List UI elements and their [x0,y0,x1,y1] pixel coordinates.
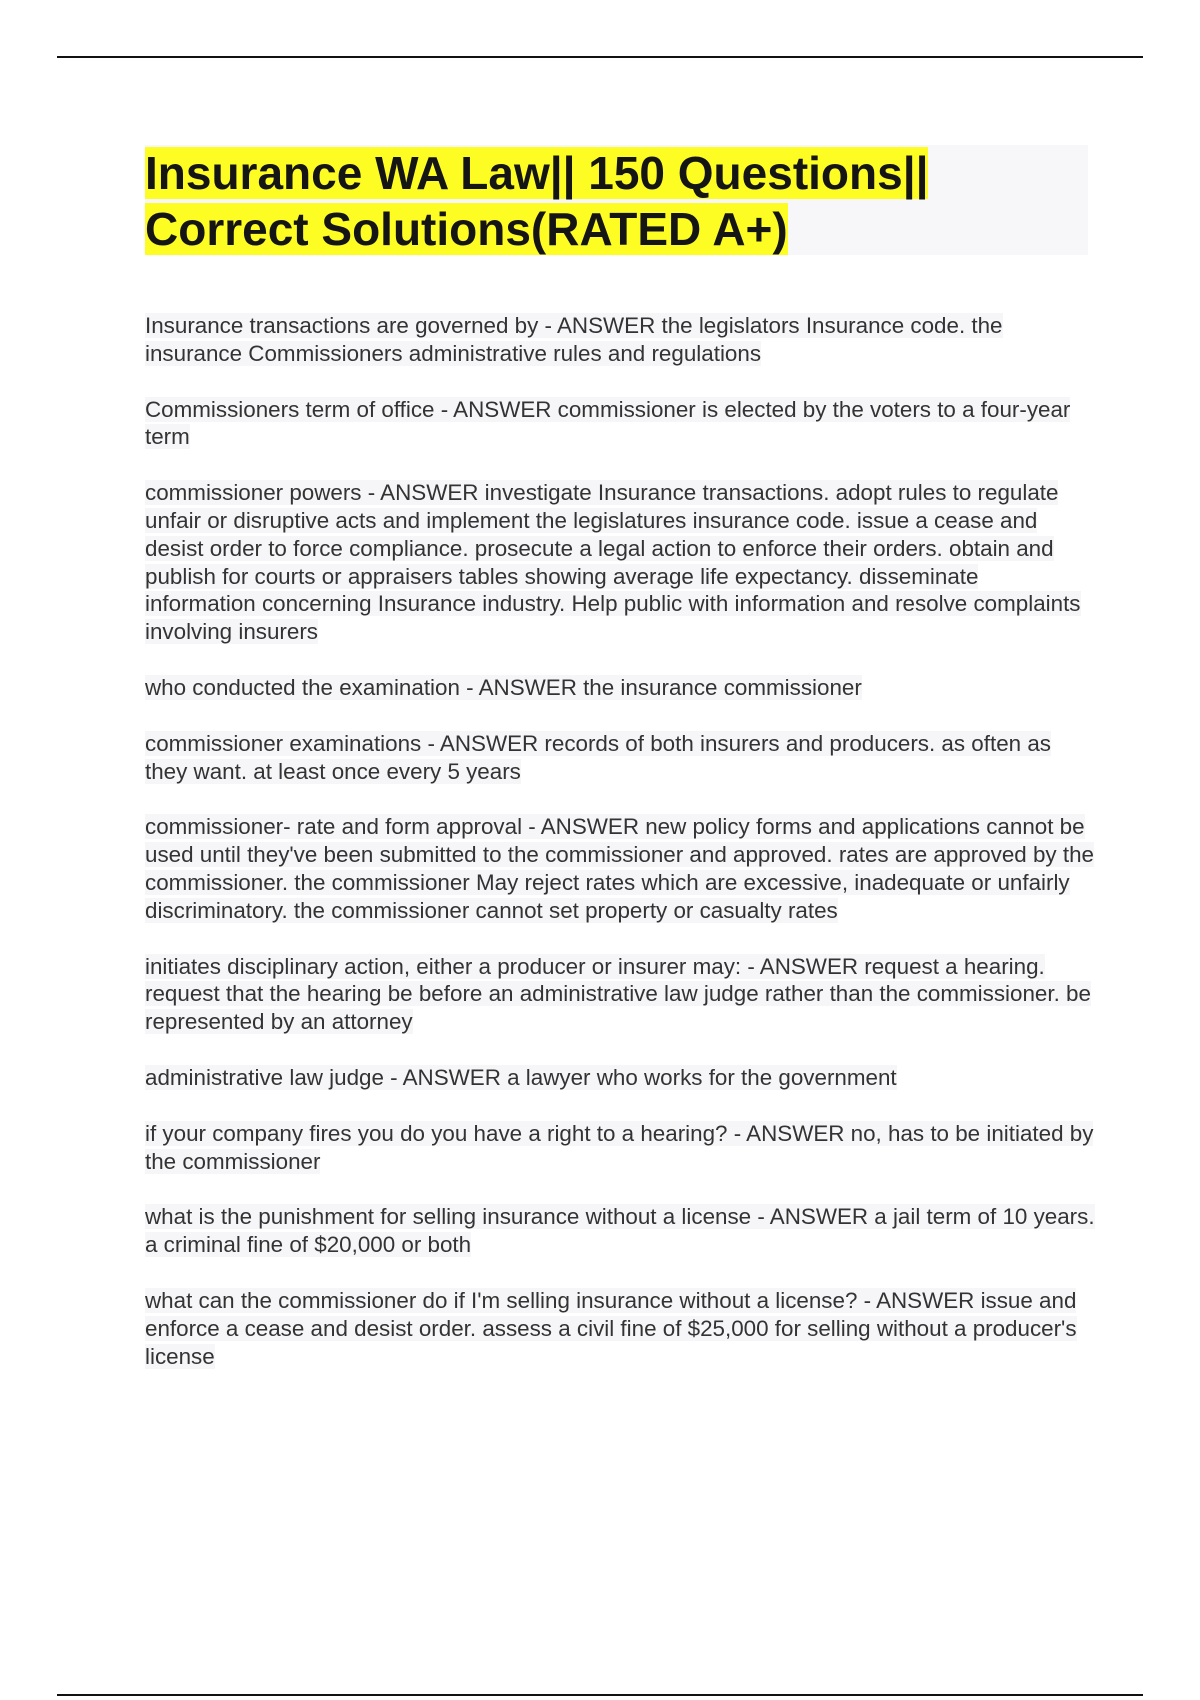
bottom-rule [57,1694,1143,1696]
qa-entry: who conducted the examination - ANSWER the insurance commissioner [145,674,862,700]
qa-entry: commissioner powers - ANSWER investigate Insurance transactions. adopt rules to regulate unfair or disruptive acts and implement the legislatures insurance code. issue a cease and desist order to force compliance. prosecute a legal action to enforce their orders. obtain and publish for courts or appraisers tables showing average life expectancy. disseminate information concerning Insurance industry. Help public with information and resolve complaints involving insurers [145,480,1081,645]
qa-list [145,312,1095,1398]
qa-entry: commissioner- rate and form approval - ANSWER new policy forms and applications cannot be used until they've been submitted to the commissioner and approved. rates are approved by the commissioner. the commissioner May reject rates which are excessive, inadequate or unfairly discriminatory. the commissioner cannot set property or casualty rates [145,814,1094,923]
title-block [145,145,1088,255]
qa-entry: administrative law judge - ANSWER a lawyer who works for the government [145,1064,897,1090]
qa-entry: commissioner examinations - ANSWER records of both insurers and producers. as often as they want. at least once every 5 years [145,730,1051,784]
qa-entry: what is the punishment for selling insurance without a license - ANSWER a jail term of 10 years. a criminal fine of $20,000 or both [145,1204,1095,1258]
document-title: Insurance WA Law|| 150 Questions|| Correct Solutions(RATED A+) [145,147,929,255]
qa-entry: if your company fires you do you have a right to a hearing? - ANSWER no, has to be initiated by the commissioner [145,1120,1094,1174]
qa-entry: what can the commissioner do if I'm selling insurance without a license? - ANSWER issue and enforce a cease and desist order. assess a civil fine of $25,000 for selling without a producer's license [145,1287,1077,1369]
qa-entry: Commissioners term of office - ANSWER commissioner is elected by the voters to a four-year term [145,396,1071,450]
qa-entry: Insurance transactions are governed by - ANSWER the legislators Insurance code. the insurance Commissioners administrative rules and regulations [145,313,1003,366]
qa-entry: initiates disciplinary action, either a producer or insurer may: - ANSWER request a hearing. request that the hearing be before an administrative law judge rather than the commissioner. be represented by an attorney [145,953,1091,1035]
top-rule [57,56,1143,58]
